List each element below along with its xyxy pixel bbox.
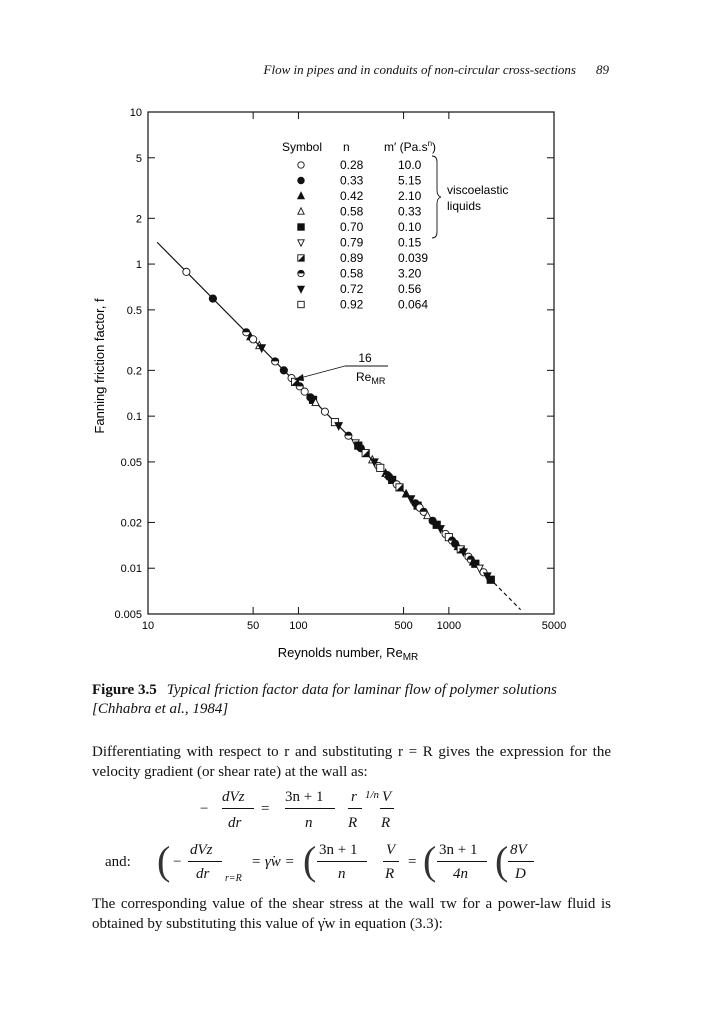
data-point bbox=[183, 268, 190, 275]
legend-m-value: 0.10 bbox=[398, 220, 422, 234]
legend-m-value: 0.33 bbox=[398, 204, 422, 219]
legend-n-value: 0.70 bbox=[340, 220, 364, 234]
legend-m-value: 0.56 bbox=[398, 282, 422, 296]
legend-bracket-label-1: viscoelastic bbox=[447, 183, 509, 197]
y-tick-label: 5 bbox=[135, 152, 142, 165]
legend-m-value: 0.039 bbox=[398, 251, 429, 265]
y-tick-label: 0.005 bbox=[114, 609, 142, 621]
data-point bbox=[209, 295, 216, 302]
figure-label: Figure 3.5 bbox=[92, 682, 157, 698]
equation-shear-rate bbox=[200, 789, 500, 839]
x-tick-label: 10 bbox=[141, 620, 155, 632]
fit-line-dashed bbox=[494, 583, 520, 610]
data-point bbox=[321, 408, 328, 415]
chart-legend bbox=[282, 139, 508, 312]
y-tick-label: 0.02 bbox=[120, 517, 142, 530]
legend-marker bbox=[298, 162, 304, 168]
legend-header-m: m′ $(Pa.s^n)$ bbox=[384, 139, 437, 154]
legend-header-symbol: Symbol bbox=[282, 140, 323, 154]
eq1-num: dVz bbox=[222, 789, 245, 805]
eq2-equals-gamma: = γ̇w = bbox=[251, 854, 295, 870]
eq2-v-num: V bbox=[386, 842, 396, 858]
eq2-lparen-2: ( bbox=[303, 838, 317, 883]
eq2-frac-den: n bbox=[338, 866, 346, 882]
eq2-subscript: r=R bbox=[225, 873, 242, 884]
eq1-v-den: R bbox=[381, 815, 391, 831]
eq1-minus: − bbox=[200, 801, 209, 817]
x-tick-label: 5000 bbox=[541, 620, 567, 632]
annotation-numerator: 16 bbox=[358, 351, 372, 365]
eq1-power: 1/n bbox=[365, 789, 380, 801]
y-tick-label: 0.05 bbox=[120, 456, 142, 469]
data-point bbox=[280, 367, 287, 374]
eq2-and: and: bbox=[105, 854, 131, 870]
data-point bbox=[301, 388, 308, 395]
legend-n-value: 0.58 bbox=[340, 266, 364, 281]
y-tick-label: 10 bbox=[129, 107, 142, 119]
eq1-r-den: R bbox=[348, 815, 358, 831]
eq1-frac-num: 3n + 1 bbox=[285, 789, 324, 805]
legend-m-value: 2.10 bbox=[398, 189, 422, 203]
y-tick-label: 0.5 bbox=[126, 304, 142, 317]
eq2-left-bar bbox=[188, 861, 222, 862]
eq2-lparen-3: ( bbox=[423, 838, 437, 883]
legend-m-value: 0.15 bbox=[398, 235, 422, 250]
eq2-frac2-den: 4n bbox=[453, 866, 468, 882]
y-tick-label: 2 bbox=[135, 213, 142, 226]
eq1-frac-den: n bbox=[305, 815, 313, 831]
y-tick-label: 0.1 bbox=[126, 411, 142, 424]
eq1-v-bar bbox=[380, 808, 394, 809]
data-point bbox=[272, 358, 279, 365]
figure-caption-text: Typical friction factor data for laminar flow of polymer solutions [Chhabra et al., 1984] bbox=[92, 682, 557, 717]
y-tick-label: 0.01 bbox=[120, 563, 142, 576]
legend-marker bbox=[298, 192, 304, 198]
page-number: 89 bbox=[596, 62, 609, 77]
x-tick-label: 500 bbox=[394, 620, 413, 632]
x-tick-label: 1000 bbox=[436, 620, 462, 632]
eq2-frac3-bar bbox=[508, 861, 534, 862]
data-point bbox=[362, 450, 369, 457]
x-tick-label: 50 bbox=[247, 620, 260, 632]
legend-n-value: 0.89 bbox=[340, 251, 364, 265]
legend-m-value: 3.20 bbox=[398, 266, 422, 281]
eq2-v-bar bbox=[383, 861, 399, 862]
eq2-lparen-1: ( bbox=[157, 838, 171, 883]
data-point bbox=[487, 576, 494, 583]
legend-m-value: 5.15 bbox=[398, 173, 422, 188]
legend-marker bbox=[298, 301, 304, 307]
eq2-equals: = bbox=[408, 854, 417, 870]
data-point bbox=[243, 329, 250, 336]
eq1-r-bar bbox=[348, 808, 362, 809]
eq2-frac2-num: 3n + 1 bbox=[439, 842, 478, 858]
legend-marker bbox=[298, 286, 304, 292]
annotation-arrow-line bbox=[300, 366, 345, 378]
eq1-den: dr bbox=[228, 815, 242, 831]
eq2-frac3-den: D bbox=[515, 866, 526, 882]
legend-m-value: 0.064 bbox=[398, 297, 429, 312]
legend-n-value: 0.72 bbox=[340, 282, 364, 296]
y-tick-label: 0.2 bbox=[126, 365, 142, 378]
figure-caption bbox=[92, 681, 612, 719]
eq1-equals: = bbox=[261, 801, 270, 817]
eq2-frac-bar bbox=[317, 861, 367, 862]
y-axis-label: Fanning friction factor, f bbox=[92, 298, 107, 434]
legend-n-value: 0.42 bbox=[340, 189, 364, 203]
eq2-lparen-4: ( bbox=[495, 838, 509, 883]
x-tick-label: 100 bbox=[289, 620, 308, 632]
chart-annotation bbox=[294, 351, 388, 386]
data-point bbox=[250, 336, 257, 343]
legend-n-value: 0.79 bbox=[340, 235, 364, 250]
eq1-fraction-bar bbox=[222, 808, 254, 809]
legend-m-value: 10.0 bbox=[398, 158, 422, 172]
legend-bracket bbox=[432, 156, 441, 238]
annotation-denominator: $Re_{MR}$ bbox=[356, 370, 386, 386]
legend-n-value: 0.33 bbox=[340, 173, 364, 188]
data-point bbox=[345, 432, 352, 439]
eq2-left-den: dr bbox=[196, 866, 210, 882]
legend-n-value: 0.58 bbox=[340, 204, 364, 219]
legend-bracket-label-2: liquids bbox=[447, 199, 482, 213]
eq2-frac3-num: 8V bbox=[510, 842, 527, 858]
legend-marker bbox=[298, 255, 304, 261]
legend-marker bbox=[298, 177, 304, 183]
legend-header-n: n bbox=[343, 140, 350, 154]
legend-marker bbox=[298, 270, 304, 276]
y-tick-label: 1 bbox=[135, 259, 142, 272]
eq2-left-num: dVz bbox=[190, 842, 213, 858]
body-paragraph-1: Differentiating with respect to r and substituting r = R gives the expression for the velocity gradient (or shear rate) at the wall as: bbox=[92, 744, 611, 780]
running-title: Flow in pipes and in conduits of non-circular cross-sections bbox=[263, 62, 576, 77]
equation-wall-shear-rate: and: ( − dVz dr r=R = γ̇w = ( 3n + 1 n V R = ( 3n + 1 4n ( 8V D bbox=[105, 840, 545, 890]
legend-marker bbox=[298, 224, 304, 230]
body-paragraph-2: The corresponding value of the shear stress at the wall τw for a power-law fluid is obtained by substituting this value of γ̇w in equation (3.3): bbox=[92, 896, 611, 932]
data-point bbox=[377, 464, 384, 471]
eq2-frac-num: 3n + 1 bbox=[319, 842, 358, 858]
data-point bbox=[396, 484, 403, 491]
eq1-v-num: V bbox=[382, 789, 392, 805]
legend-n-value: 0.28 bbox=[340, 158, 364, 172]
eq1-r-num: r bbox=[351, 789, 357, 805]
eq1-frac-bar bbox=[285, 808, 335, 809]
legend-n-value: 0.92 bbox=[340, 297, 364, 312]
legend-marker bbox=[298, 208, 304, 214]
x-axis-label: Reynolds number, $Re_{MR}$ bbox=[277, 645, 419, 663]
eq2-frac2-bar bbox=[437, 861, 487, 862]
eq2-v-den: R bbox=[385, 866, 395, 882]
legend-marker bbox=[298, 240, 304, 246]
